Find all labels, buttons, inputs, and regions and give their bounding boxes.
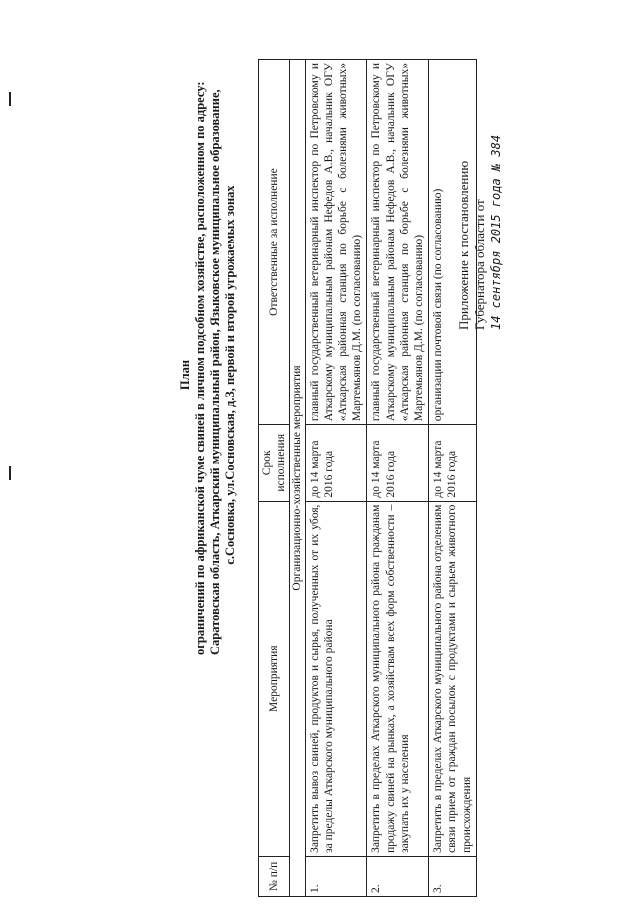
appendix-date-number: 14 сентября 2015 года № 384 xyxy=(489,134,503,330)
table-row xyxy=(305,60,367,897)
table-header-row xyxy=(259,60,290,897)
row-measure: Запретить вывоз свиней, продуктов и сырья, полученных от их убоя, за пределы Аткарского муниципального района xyxy=(305,501,367,856)
row-num: 1. xyxy=(305,856,367,896)
header-responsible: Ответственные за исполнение xyxy=(259,60,290,425)
title-line: Саратовская область, Аткарский муниципальный район, Языковское муниципальное образование, xyxy=(208,89,222,655)
row-responsible: организации почтовой связи (по согласованию) xyxy=(429,60,477,425)
title-line: ограничений по африканской чуме свиней в личном подсобном хозяйстве, расположенном по адресу: xyxy=(193,81,207,655)
row-measure: Запретить в пределах Аткарского муниципального района отделениям связи прием от граждан посылок с продуктами и сырьем животного происхождения xyxy=(429,501,477,856)
title-heading: План xyxy=(178,359,192,391)
table-row xyxy=(367,60,429,897)
title-line: с.Сосновка, ул.Сосновская, д.3, первой и второй угрожаемых зонах xyxy=(223,185,237,565)
row-deadline: до 14 марта 2016 года xyxy=(367,425,429,501)
document-title xyxy=(178,81,238,655)
section-title: Организационно-хозяйственные мероприятия xyxy=(290,60,305,897)
row-responsible: главный государственный ветеринарный инспектор по Петровскому и Аткарскому муниципальным районам Нефедов А.В., начальник ОГУ «Аткарская районная станция по борьбе с болезнями животных» Мартемьянов Д.М. (по согласованию) xyxy=(367,60,429,425)
row-num: 3. xyxy=(429,856,477,896)
header-measures: Мероприятия xyxy=(259,501,290,856)
row-deadline: до 14 марта 2016 года xyxy=(429,425,477,501)
row-responsible: главный государственный ветеринарный инспектор по Петровскому и Аткарскому муниципальным районам Нефедов А.В., начальник ОГУ «Аткарская районная станция по борьбе с болезнями животных» Мартемьянов Д.М. (по согласованию) xyxy=(305,60,367,425)
header-num: № п/п xyxy=(259,856,290,896)
row-deadline: до 14 марта 2016 года xyxy=(305,425,367,501)
appendix-line: Приложение к постановлению xyxy=(456,160,471,330)
header-deadline: Срок исполнения xyxy=(259,425,290,501)
table-row xyxy=(429,60,477,897)
row-measure: Запретить в пределах Аткарского муниципального района гражданам продажу свиней на рынках, а хозяйствам всех форм собственности – закупать их у населения xyxy=(367,501,429,856)
appendix-line: Губернатора области от xyxy=(472,199,487,330)
section-row xyxy=(290,60,305,897)
measures-table xyxy=(258,59,477,897)
row-num: 2. xyxy=(367,856,429,896)
